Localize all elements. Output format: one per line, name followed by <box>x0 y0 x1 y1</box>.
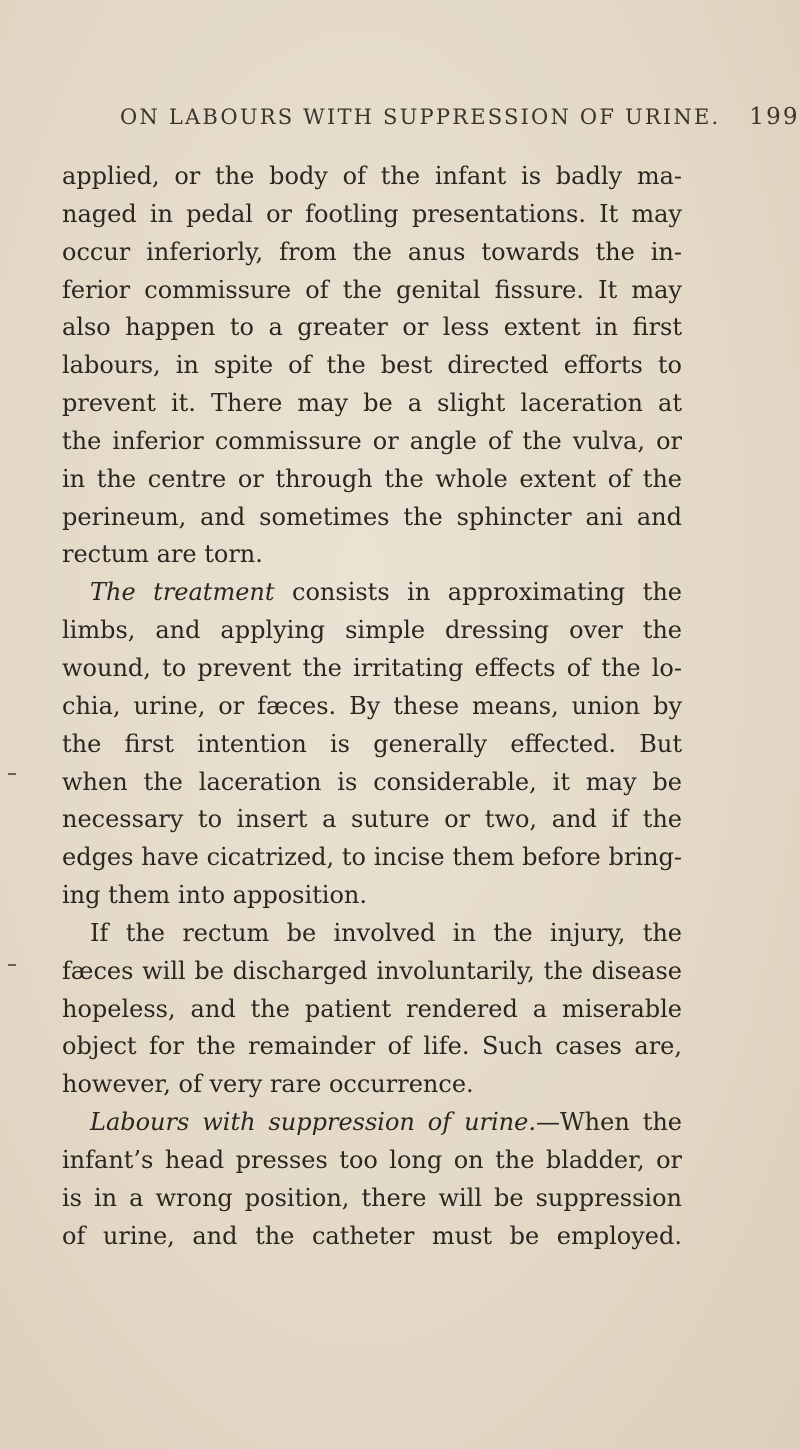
italic-lead: Labours with suppression of urine. <box>90 1108 536 1137</box>
text-line: is in a wrong position, there will be suppression <box>62 1183 682 1212</box>
text-line: object for the remainder of life. Such cases are, <box>62 1032 682 1061</box>
text-line: fæces will be discharged involuntarily, the disease <box>62 956 682 985</box>
text-line: of urine, and the catheter must be employed. <box>62 1221 682 1250</box>
text-line: necessary to insert a suture or two, and if the <box>62 805 682 834</box>
text-line: limbs, and applying simple dressing over the <box>62 616 682 645</box>
text-line: applied, or the body of the infant is badly ma- <box>62 162 682 190</box>
text-line: edges have cicatrized, to incise them before bring- <box>62 843 682 872</box>
running-head <box>120 104 800 130</box>
text-line: however, of very rare occurrence. <box>62 1070 474 1099</box>
page-number: 199 <box>749 104 800 130</box>
lead-rest: consists in approximating the <box>274 578 682 607</box>
paragraph-lead-line <box>62 574 682 612</box>
text-line: prevent it. There may be a slight laceration at <box>62 389 682 418</box>
text-line: in the centre or through the whole extent of the <box>62 464 682 493</box>
text-line: ing them into apposition. <box>62 881 368 910</box>
text-line: naged in pedal or footling presentations. It may <box>62 199 682 228</box>
text-line: occur inferiorly, from the anus towards the in- <box>62 237 682 266</box>
margin-mark <box>8 773 16 775</box>
text-line: when the laceration is considerable, it may be <box>62 767 682 796</box>
paragraph-lead-line <box>62 1104 682 1142</box>
italic-lead: The treatment <box>90 578 275 607</box>
text-line: infant’s head presses too long on the bladder, or <box>62 1145 682 1174</box>
text-line: hopeless, and the patient rendered a miserable <box>62 994 682 1023</box>
text-line: chia, urine, or fæces. By these means, union by <box>62 691 682 720</box>
lead-rest: —When the <box>535 1108 683 1137</box>
text-line: rectum are torn. <box>62 540 263 569</box>
body-text <box>62 158 682 1255</box>
text-line: wound, to prevent the irritating effects of the lo- <box>62 653 682 682</box>
text-line: ferior commissure of the genital fissure. It may <box>62 275 682 304</box>
text-line: the first intention is generally effected. But <box>62 729 682 758</box>
text-line: labours, in spite of the best directed efforts to <box>62 351 682 380</box>
margin-mark <box>8 964 16 966</box>
text-line: also happen to a greater or less extent in first <box>62 313 682 342</box>
running-head-title: ON LABOURS WITH SUPPRESSION OF URINE. <box>120 105 721 129</box>
text-line: If the rectum be involved in the injury, the <box>90 918 682 947</box>
text-line: the inferior commissure or angle of the vulva, or <box>62 426 682 455</box>
text-line: perineum, and sometimes the sphincter ani and <box>62 502 682 531</box>
